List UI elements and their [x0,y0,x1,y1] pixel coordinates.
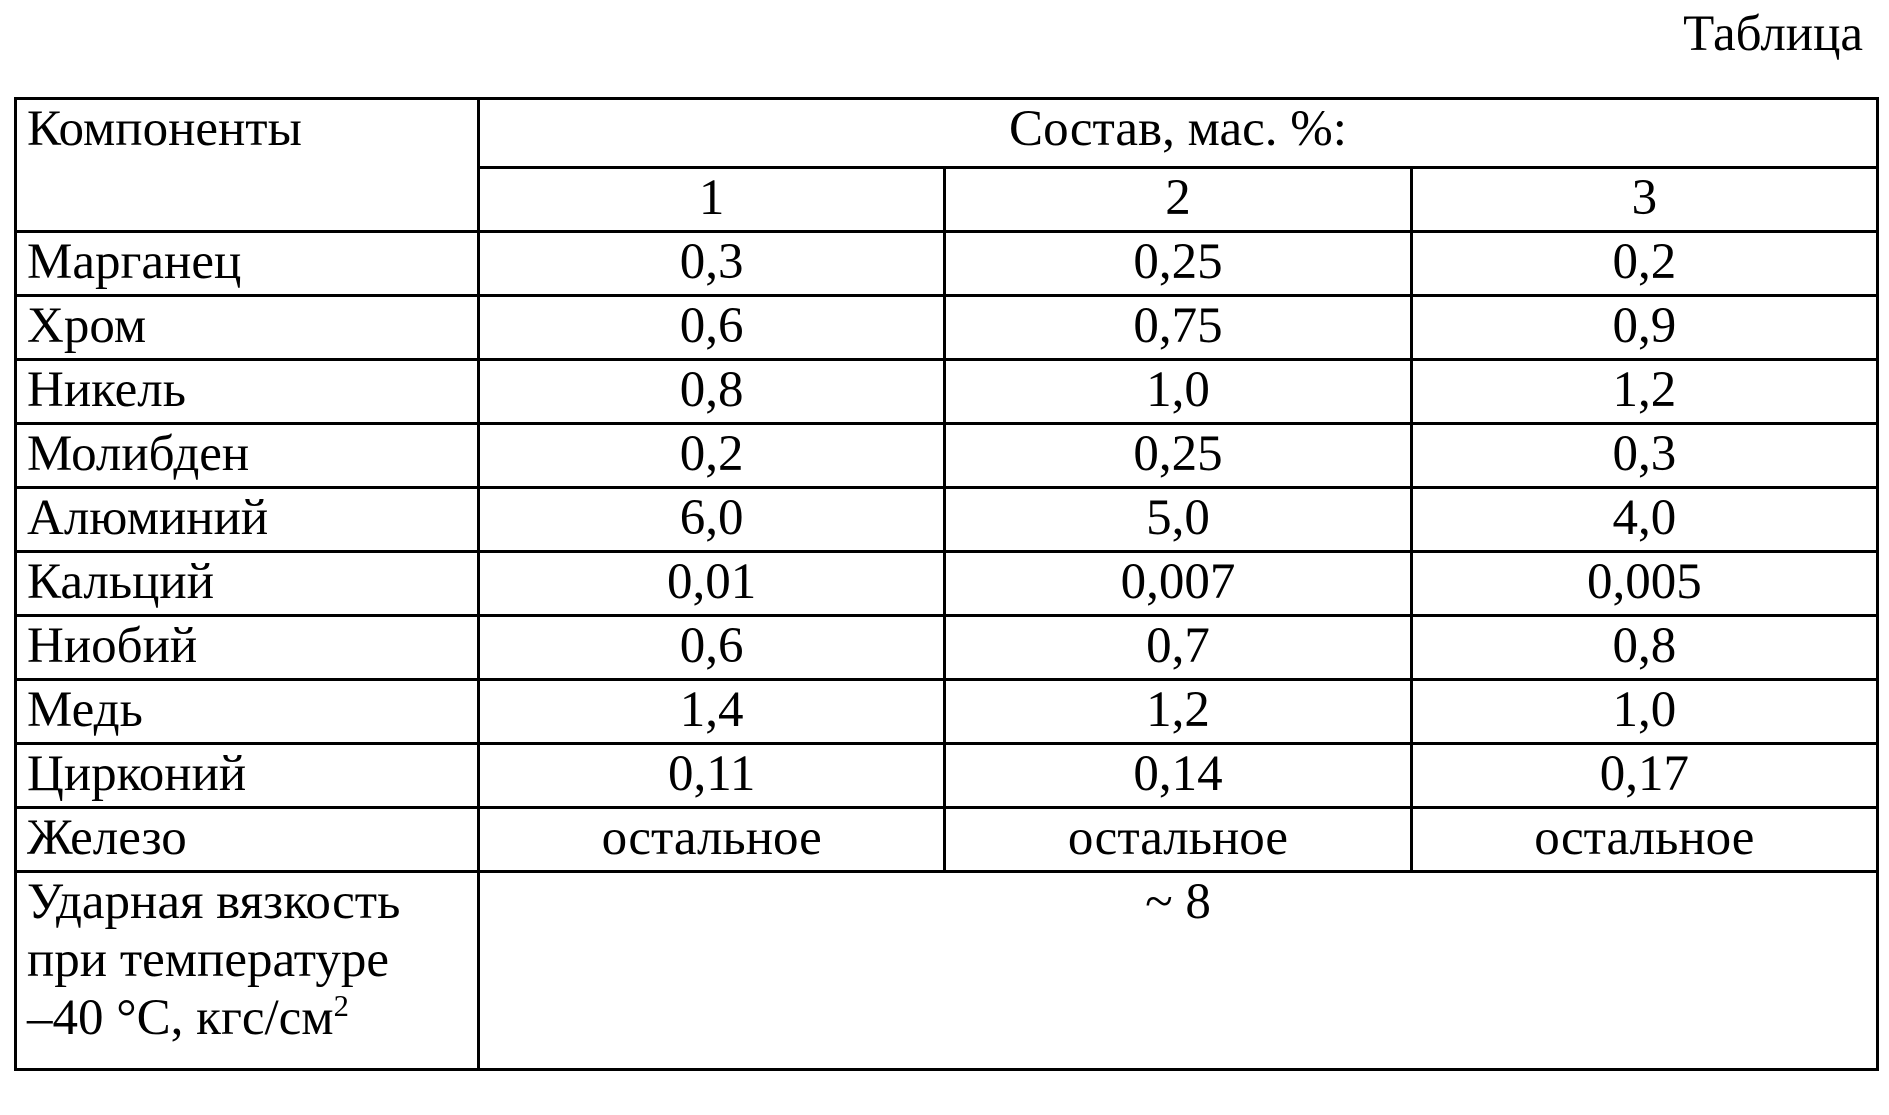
value-cell: 0,2 [1411,232,1877,296]
value-cell: 0,25 [945,424,1411,488]
component-name: Кальций [16,552,479,616]
impact-value: ~ 8 [479,872,1878,1070]
value-cell: 5,0 [945,488,1411,552]
value-cell: остальное [1411,808,1877,872]
value-cell: 1,0 [945,360,1411,424]
component-name: Железо [16,808,479,872]
impact-row [16,872,1878,1070]
component-name: Цирконий [16,744,479,808]
component-name: Никель [16,360,479,424]
value-cell: 0,25 [945,232,1411,296]
value-cell: 1,0 [1411,680,1877,744]
value-cell: 0,7 [945,616,1411,680]
impact-label-line: при температуре [27,932,390,988]
value-cell: остальное [945,808,1411,872]
table-row [16,744,1878,808]
value-cell: 0,14 [945,744,1411,808]
unit-exponent: 2 [333,989,349,1023]
value-cell: 0,8 [1411,616,1877,680]
table-row [16,680,1878,744]
value-cell: 0,17 [1411,744,1877,808]
value-cell: 4,0 [1411,488,1877,552]
components-header: Компоненты [16,99,479,232]
table-row [16,424,1878,488]
table-row [16,360,1878,424]
value-cell: 6,0 [479,488,945,552]
value-cell: 0,6 [479,616,945,680]
impact-label [16,872,479,1070]
value-cell: 0,3 [479,232,945,296]
value-cell: 0,01 [479,552,945,616]
component-name: Ниобий [16,616,479,680]
composition-table [14,97,1879,1071]
component-name: Молибден [16,424,479,488]
component-name: Медь [16,680,479,744]
value-cell: 0,2 [479,424,945,488]
value-cell: 0,3 [1411,424,1877,488]
value-cell: 0,11 [479,744,945,808]
value-cell: остальное [479,808,945,872]
column-number: 3 [1411,168,1877,232]
value-cell: 1,4 [479,680,945,744]
value-cell: 0,005 [1411,552,1877,616]
impact-label-line [27,989,467,1047]
table-row [16,616,1878,680]
table-row [16,296,1878,360]
value-cell: 0,75 [945,296,1411,360]
header-row [16,99,1878,168]
value-cell: 0,8 [479,360,945,424]
value-cell: 1,2 [1411,360,1877,424]
column-number: 1 [479,168,945,232]
component-name: Марганец [16,232,479,296]
value-cell: 0,9 [1411,296,1877,360]
component-name: Хром [16,296,479,360]
table-row [16,808,1878,872]
composition-header: Состав, мас. %: [479,99,1878,168]
component-name: Алюминий [16,488,479,552]
value-cell: 1,2 [945,680,1411,744]
table-row [16,232,1878,296]
table-row [16,488,1878,552]
column-number: 2 [945,168,1411,232]
impact-unit-text: –40 °С, кгс/см [27,990,334,1046]
value-cell: 0,007 [945,552,1411,616]
table-caption: Таблица [1683,6,1863,62]
value-cell: 0,6 [479,296,945,360]
table-row [16,552,1878,616]
impact-label-line: Ударная вязкость [27,874,401,930]
